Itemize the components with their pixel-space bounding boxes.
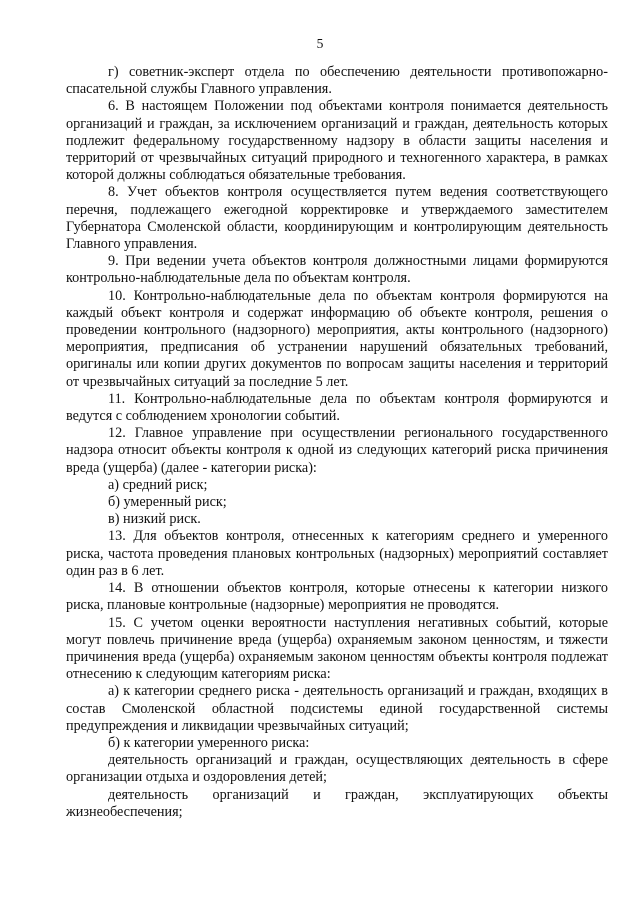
paragraph-15-b-item-1: деятельность организаций и граждан, осуществляющих деятельность в сфере организации отдыха и оздоровления детей; — [66, 752, 608, 786]
paragraph-15-b-item-2: деятельность организаций и граждан, эксплуатирующих объекты жизнеобеспечения; — [66, 786, 608, 820]
paragraph-12: 12. Главное управление при осуществлении регионального государственного надзора относит объекты контроля к одной из следующих категорий риска причинения вреда (ущерба) (далее - категории риска): — [66, 425, 608, 476]
paragraph-9: 9. При ведении учета объектов контроля должностными лицами формируются контрольно-наблюдательные дела по объектам контроля. — [66, 253, 608, 287]
paragraph-15-a: а) к категории среднего риска - деятельность организаций и граждан, входящих в состав Смоленской областной подсистемы единой государственной системы предупреждения и ликвидации чрезвычайных ситуаций; — [66, 683, 608, 734]
paragraph-13: 13. Для объектов контроля, отнесенных к категориям среднего и умеренного риска, частота проведения плановых контрольных (надзорных) мероприятий составляет один раз в 6 лет. — [66, 528, 608, 579]
paragraph-15-b: б) к категории умеренного риска: — [108, 734, 310, 751]
paragraph-15: 15. С учетом оценки вероятности наступления негативных событий, которые могут повлечь причинение вреда (ущерба) охраняемым законом ценностям, и тяжести причинения вреда (ущерба) охраняемым законом ценностям объекты контроля подлежат отнесению к следующим категориям риска: — [66, 614, 608, 683]
paragraph-8: 8. Учет объектов контроля осуществляется путем ведения соответствующего перечня, подлежащего ежегодной корректировке и утверждаемого заместителем Губернатора Смоленской области, координирующим и контролирующим деятельность Главного управления. — [66, 184, 608, 253]
paragraph-g-advisor: г) советник-эксперт отдела по обеспечению деятельности противопожарно-спасательной службы Главного управления. — [66, 64, 608, 98]
paragraph-10: 10. Контрольно-наблюдательные дела по объектам контроля формируются на каждый объект контроля и содержат информацию об объекте контроля, решения о проведении контрольного (надзорного) мероприятия, акты контрольного (надзорного) мероприятия, предписания об устранении нарушений обязательных требований, оригиналы или копии других документов по вопросам защиты населения и территорий от чрезвычайных ситуаций за последние 5 лет. — [66, 287, 608, 390]
document-body — [66, 64, 608, 821]
list-item-v: в) низкий риск. — [108, 511, 201, 528]
paragraph-14: 14. В отношении объектов контроля, которые отнесены к категории низкого риска, плановые контрольные (надзорные) мероприятия не проводятся. — [66, 580, 608, 614]
page-number: 5 — [316, 36, 324, 51]
paragraph-6: 6. В настоящем Положении под объектами контроля понимается деятельность организаций и граждан, за исключением организаций и граждан, деятельность которых подлежит федеральному государственному надзору в области защиты населения и территорий от чрезвычайных ситуаций природного и техногенного характера, в рамках которой должны соблюдаться обязательные требования. — [66, 98, 608, 184]
list-item-b: б) умеренный риск; — [108, 494, 227, 511]
paragraph-11: 11. Контрольно-наблюдательные дела по объектам контроля формируются и ведутся с соблюдением хронологии событий. — [66, 390, 608, 425]
list-item-a: а) средний риск; — [108, 476, 208, 493]
